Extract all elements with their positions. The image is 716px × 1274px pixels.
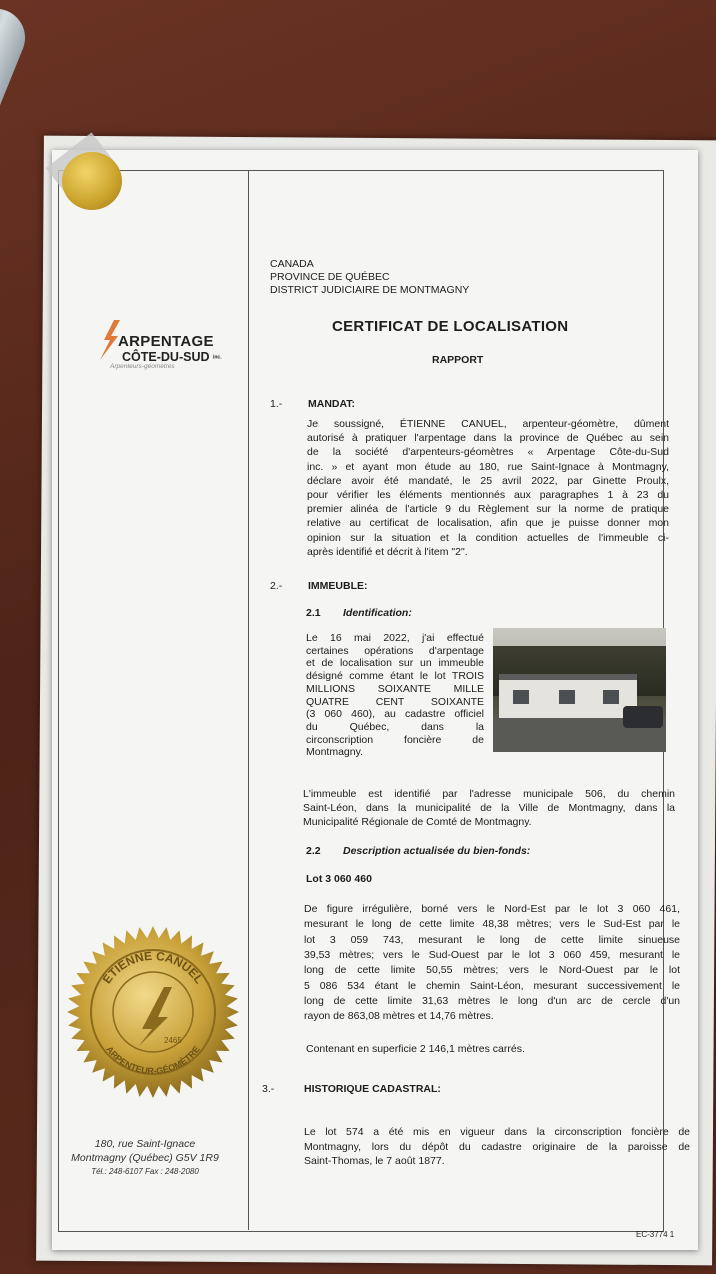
section3-number: 3.- <box>262 1083 275 1095</box>
text-line: premier alinéa de l'article 9 du Règlement sur la norme de pratique <box>307 503 669 516</box>
photo-car <box>623 706 663 728</box>
text-line: opinion sur la situation et la condition actuelles de l'immeuble ci- <box>307 531 669 544</box>
text-line: Le lot 574 a été mis en vigueur dans la circonscription foncière de <box>304 1126 690 1138</box>
text-line: circonscription foncière de <box>306 733 484 746</box>
text-line: et de localisation sur un immeuble <box>306 657 484 670</box>
header-district: DISTRICT JUDICIAIRE DE MONTMAGNY <box>270 284 470 296</box>
text-line: pour vérifier les éléments mentionnés aux paragraphes 1 à 23 du <box>307 489 669 501</box>
subsection22-heading: Description actualisée du bien-fonds: <box>343 845 531 857</box>
section1-heading: MANDAT: <box>308 398 356 410</box>
subsection22-number: 2.2 <box>306 845 321 857</box>
document-title: CERTIFICAT DE LOCALISATION <box>332 318 569 335</box>
text-line: de la société d'arpenteurs-géomètres « Arpentage Côte-du-Sud <box>307 446 669 459</box>
seal-text-bottom: ARPENTEUR-GÉOMÈTRE <box>104 1044 202 1077</box>
text-line: mesurant le long de cette limite 48,38 mètres; vers le Sud-Est par le <box>304 918 680 931</box>
property-photo <box>493 628 666 752</box>
section1-number: 1.- <box>270 398 283 410</box>
text-line: De figure irrégulière, borné vers le Nord-Est par le lot 3 060 461, <box>304 903 680 915</box>
text-line: long de cette limite 31,63 mètres le long d'un arc de cercle d'un <box>304 994 680 1007</box>
text-line: QUATRE CENT SOIXANTE <box>306 695 484 708</box>
photo-house <box>499 674 637 724</box>
text-line: inc. » et ayant mon étude au 180, rue Saint-Ignace à Montmagny, <box>307 460 669 473</box>
logo-subtitle: Arpenteurs-géomètres <box>110 363 175 370</box>
section2-heading: IMMEUBLE: <box>308 580 368 592</box>
section2-number: 2.- <box>270 580 283 592</box>
photo-window <box>603 690 619 704</box>
text-line: long de cette limite 50,55 mètres; vers le Nord-Ouest par le lot <box>304 964 680 977</box>
document-subtitle: RAPPORT <box>432 354 484 366</box>
footer-phone: Tél.: 248-6107 Fax : 248-2080 <box>91 1167 199 1176</box>
text-line: après identifié et décrit à l'item "2". <box>307 545 468 558</box>
text-line: MILLIONS SOIXANTE MILLE <box>306 682 484 695</box>
text-line: Montmagny. <box>306 746 363 759</box>
gold-seal <box>66 925 240 1099</box>
text-line: Saint-Léon, dans la municipalité de la Ville de Montmagny, dans la <box>303 802 675 815</box>
text-line: relative au certificat de localisation, afin que je puisse donner mon <box>307 517 669 530</box>
seal-text-top: ÉTIENNE CANUEL <box>99 948 207 987</box>
coin-object <box>62 152 122 210</box>
text-line: Municipalité Régionale de Comté de Montmagny. <box>303 816 532 829</box>
text-line: (3 060 460), au cadastre officiel <box>306 708 484 721</box>
text-line: Montmagny, lors du dépôt du cadastre originaire de la paroisse de <box>304 1140 690 1153</box>
footer-address2: Montmagny (Québec) G5V 1R9 <box>71 1152 219 1164</box>
text-line: L'immeuble est identifié par l'adresse municipale 506, du chemin <box>303 788 675 800</box>
text-line: lot 3 059 743, mesurant le long de cette limite sinueuse <box>304 933 680 946</box>
photo-window <box>513 690 529 704</box>
subsection21-heading: Identification: <box>343 607 412 619</box>
margin-divider <box>248 170 249 1230</box>
text-line: du Québec, dans la <box>306 720 484 733</box>
logo-suffix: inc. <box>212 354 222 361</box>
section3-heading: HISTORIQUE CADASTRAL: <box>304 1083 441 1095</box>
logo-name-bottom-text: CÔTE-DU-SUD <box>122 350 210 364</box>
text-line: désigné comme étant le lot TROIS <box>306 670 484 683</box>
text-line: rayon de 863,08 mètres et 14,76 mètres. <box>304 1010 494 1023</box>
subsection21-number: 2.1 <box>306 607 321 619</box>
text-line: certaines opérations d'arpentage <box>306 644 484 657</box>
logo-name-bottom <box>122 350 222 364</box>
seal-number: 2465 <box>164 1036 182 1045</box>
text-line: déclare avoir été mandaté, le 25 avril 2022, par Ginette Proulx, <box>307 474 669 487</box>
text-line: 39,53 mètres; vers le Sud-Ouest par le lot 3 060 459, mesurant le <box>304 948 680 961</box>
header-country: CANADA <box>270 258 314 270</box>
lot-heading: Lot 3 060 460 <box>306 873 372 885</box>
text-line: Je soussigné, ÉTIENNE CANUEL, arpenteur-géomètre, dûment <box>307 418 669 430</box>
header-province: PROVINCE DE QUÉBEC <box>270 271 390 283</box>
area-line: Contenant en superficie 2 146,1 mètres carrés. <box>306 1043 525 1055</box>
text-line: Le 16 mai 2022, j'ai effectué <box>306 632 484 644</box>
text-line: Saint-Thomas, le 7 août 1877. <box>304 1155 445 1167</box>
text-line: autorisé à pratiquer l'arpentage dans la province de Québec au sein <box>307 432 669 445</box>
page-code: EC-3774 1 <box>636 1230 675 1239</box>
photo-window <box>559 690 575 704</box>
logo-name-top: ARPENTAGE <box>118 333 214 350</box>
text-line: 5 086 534 étant le chemin Saint-Léon, mesurant successivement le <box>304 979 680 992</box>
footer-address1: 180, rue Saint-Ignace <box>94 1138 196 1150</box>
